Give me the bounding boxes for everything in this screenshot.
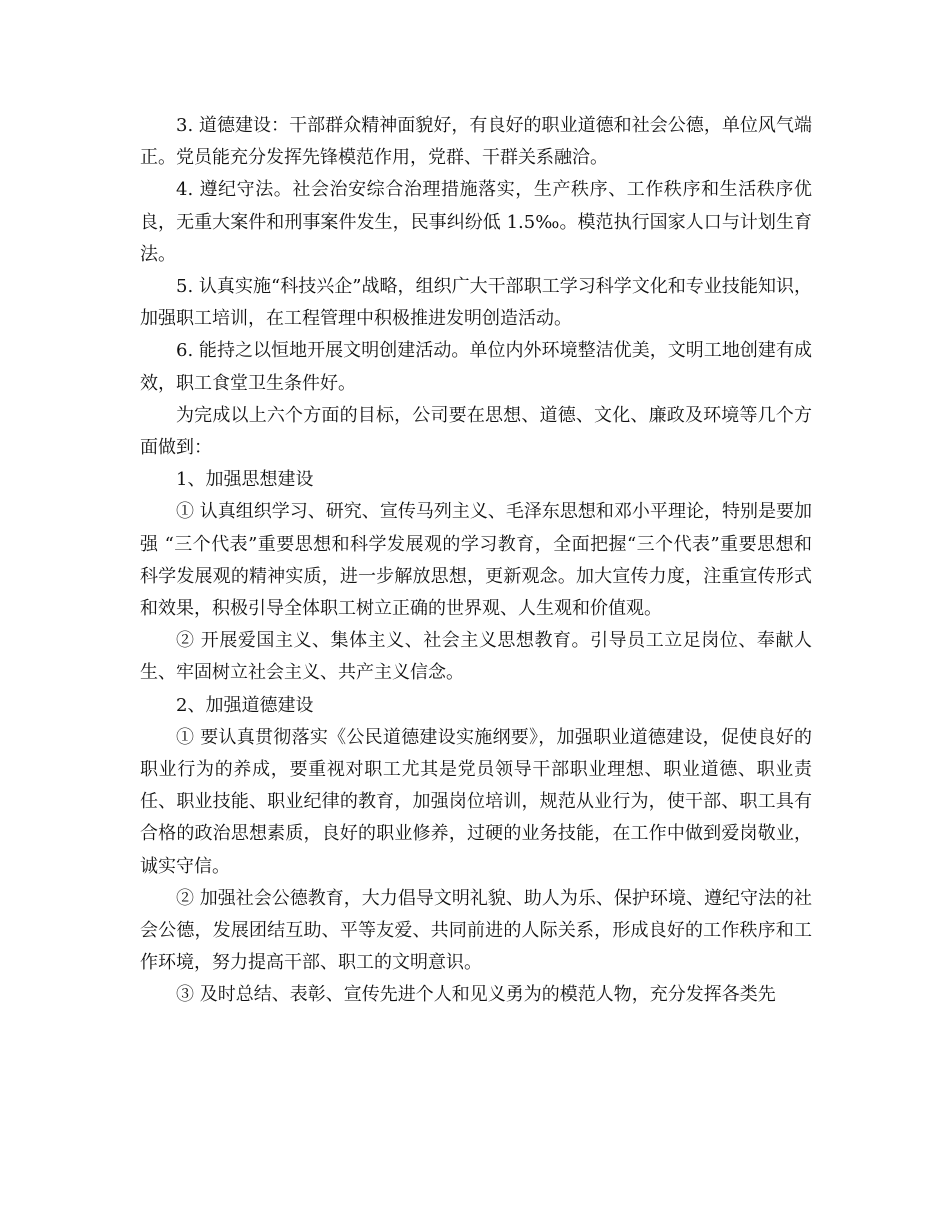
paragraph-morality-item-1: ① 要认真贯彻落实《公民道德建设实施纲要》，加强职业道德建设，促使良好的职业行为的养成，要重视对职工尤其是党员领导干部职业理想、职业道德、职业责任、职业技能、职业纪律的教育，加强岗位培训，规范从业行为，使干部、职工具有合格的政治思想素质，良好的职业修养，过硬的业务技能，在工作中做到爱岗敬业，诚实守信。 [140,726,812,877]
section-heading-morality: 2、加强道德建设 [176,694,314,716]
paragraph-moral-building: 3. 道德建设：干部群众精神面貌好，有良好的职业道德和社会公德，单位风气端正。党员能充分发挥先锋模范作用，党群、干群关系融洽。 [140,115,812,169]
paragraph-ideology-item-1: ① 认真组织学习、研究、宣传马列主义、毛泽东思想和邓小平理论，特别是要加强 “三个代表”重要思想和科学发展观的学习教育，全面把握“三个代表”重要思想和科学发展观的精神实质，进一步解放思想，更新观念。加大宣传力度，注重宣传形式和效果，积极引导全体职工树立正确的世界观、人生观和价值观。 [140,501,812,620]
paragraph-morality-item-3: ③ 及时总结、表彰、宣传先进个人和见义勇为的模范人物，充分发挥各类先 [176,984,776,1006]
paragraph-civilization-activity: 6. 能持之以恒地开展文明创建活动。单位内外环境整洁优美，文明工地创建有成效，职工食堂卫生条件好。 [140,340,812,394]
paragraph-law-abiding: 4. 遵纪守法。社会治安综合治理措施落实，生产秩序、工作秩序和生活秩序优良，无重大案件和刑事案件发生，民事纠纷低 1.5‰。模范执行国家人口与计划生育法。 [140,179,812,265]
document-body [140,110,812,1012]
paragraph-morality-item-2: ② 加强社会公德教育，大力倡导文明礼貌、助人为乐、保护环境、遵纪守法的社会公德，发展团结互助、平等友爱、共同前进的人际关系，形成良好的工作秩序和工作环境，努力提高干部、职工的文明意识。 [140,887,812,974]
paragraph-goal-summary: 为完成以上六个方面的目标，公司要在思想、道德、文化、廉政及环境等几个方面做到： [140,404,812,459]
section-heading-ideology: 1、加强思想建设 [176,469,314,491]
paragraph-ideology-item-2: ② 开展爱国主义、集体主义、社会主义思想教育。引导员工立足岗位、奉献人生、牢固树立社会主义、共产主义信念。 [140,630,812,684]
paragraph-technology-strategy: 5. 认真实施“科技兴企”战略，组织广大干部职工学习科学文化和专业技能知识，加强职工培训，在工程管理中积极推进发明创造活动。 [140,276,812,330]
